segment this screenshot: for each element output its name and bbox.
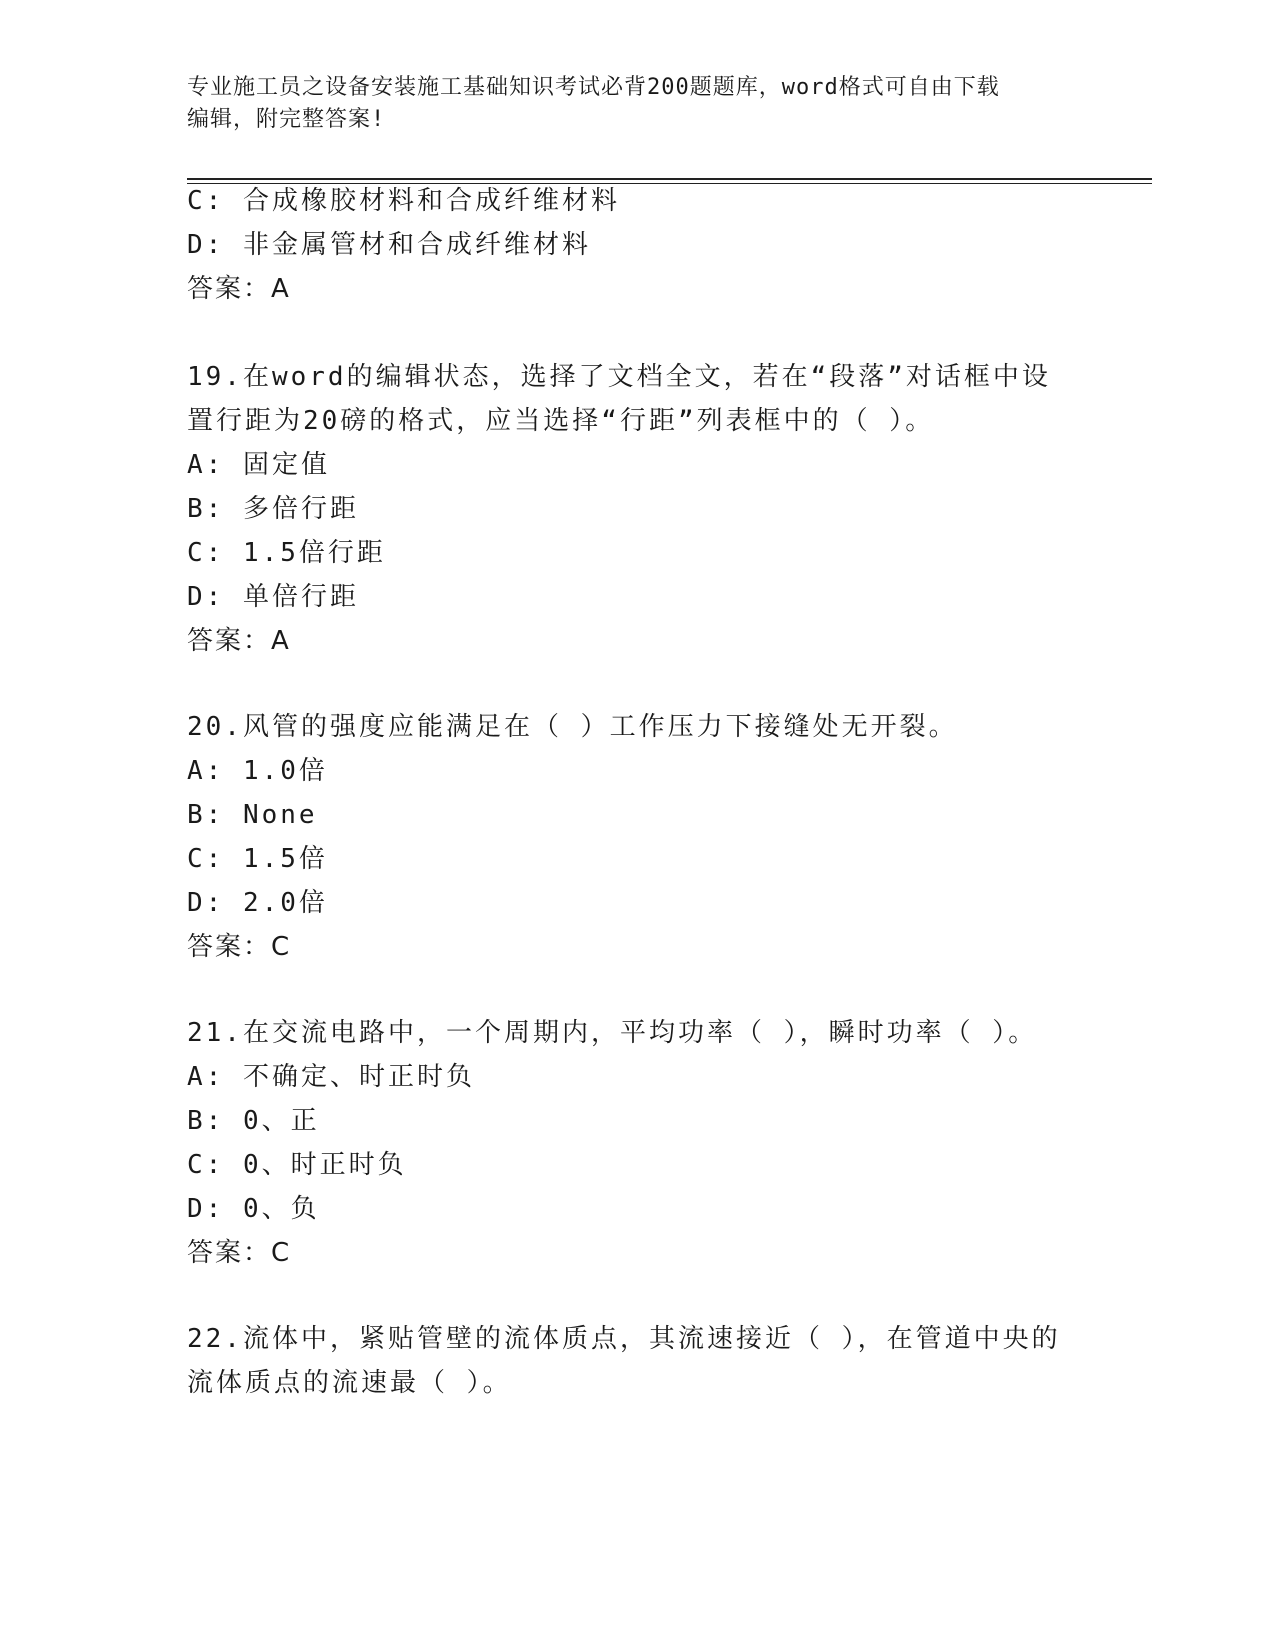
question-22-stem-line-2: 流体质点的流速最（ ）。	[187, 1368, 512, 1398]
question-21-answer: 答案：C	[187, 1238, 292, 1268]
header-title-line-2: 编辑，附完整答案!	[187, 107, 386, 132]
question-21-option-a: A: 不确定、时正时负	[187, 1062, 475, 1092]
question-19-option-a: A: 固定值	[187, 450, 330, 480]
document-header	[187, 72, 1067, 136]
question-20-stem-line-1: 20.风管的强度应能满足在（ ）工作压力下接缝处无开裂。	[187, 712, 958, 742]
question-21-option-c: C: 0、时正时负	[187, 1150, 407, 1180]
question-20-option-b: B: None	[187, 800, 318, 830]
question-20-option-d: D: 2.0倍	[187, 888, 328, 918]
question-19-stem-line-1: 19.在word的编辑状态，选择了文档全文，若在“段落”对话框中设	[187, 362, 1051, 392]
question-21-stem-line-1: 21.在交流电路中，一个周期内，平均功率（ ），瞬时功率（ ）。	[187, 1018, 1038, 1048]
option-d: D: 非金属管材和合成纤维材料	[187, 230, 591, 260]
question-20-answer: 答案：C	[187, 932, 292, 962]
question-21-option-d: D: 0、负	[187, 1194, 320, 1224]
header-divider-thick	[187, 178, 1152, 180]
option-c: C: 合成橡胶材料和合成纤维材料	[187, 186, 620, 216]
question-19-option-d: D: 单倍行距	[187, 582, 359, 612]
header-title-line-1: 专业施工员之设备安装施工基础知识考试必背200题题库，word格式可自由下载	[187, 75, 1000, 100]
question-19-answer: 答案：A	[187, 626, 291, 656]
question-19-option-b: B: 多倍行距	[187, 494, 359, 524]
answer-line: 答案：A	[187, 274, 291, 304]
question-21-option-b: B: 0、正	[187, 1106, 320, 1136]
question-19-option-c: C: 1.5倍行距	[187, 538, 386, 568]
question-19-stem-line-2: 置行距为20磅的格式，应当选择“行距”列表框中的（ ）。	[187, 406, 935, 436]
question-20-option-a: A: 1.0倍	[187, 756, 328, 786]
question-22-stem-line-1: 22.流体中，紧贴管壁的流体质点，其流速接近（ ），在管道中央的	[187, 1324, 1061, 1354]
question-20-option-c: C: 1.5倍	[187, 844, 328, 874]
